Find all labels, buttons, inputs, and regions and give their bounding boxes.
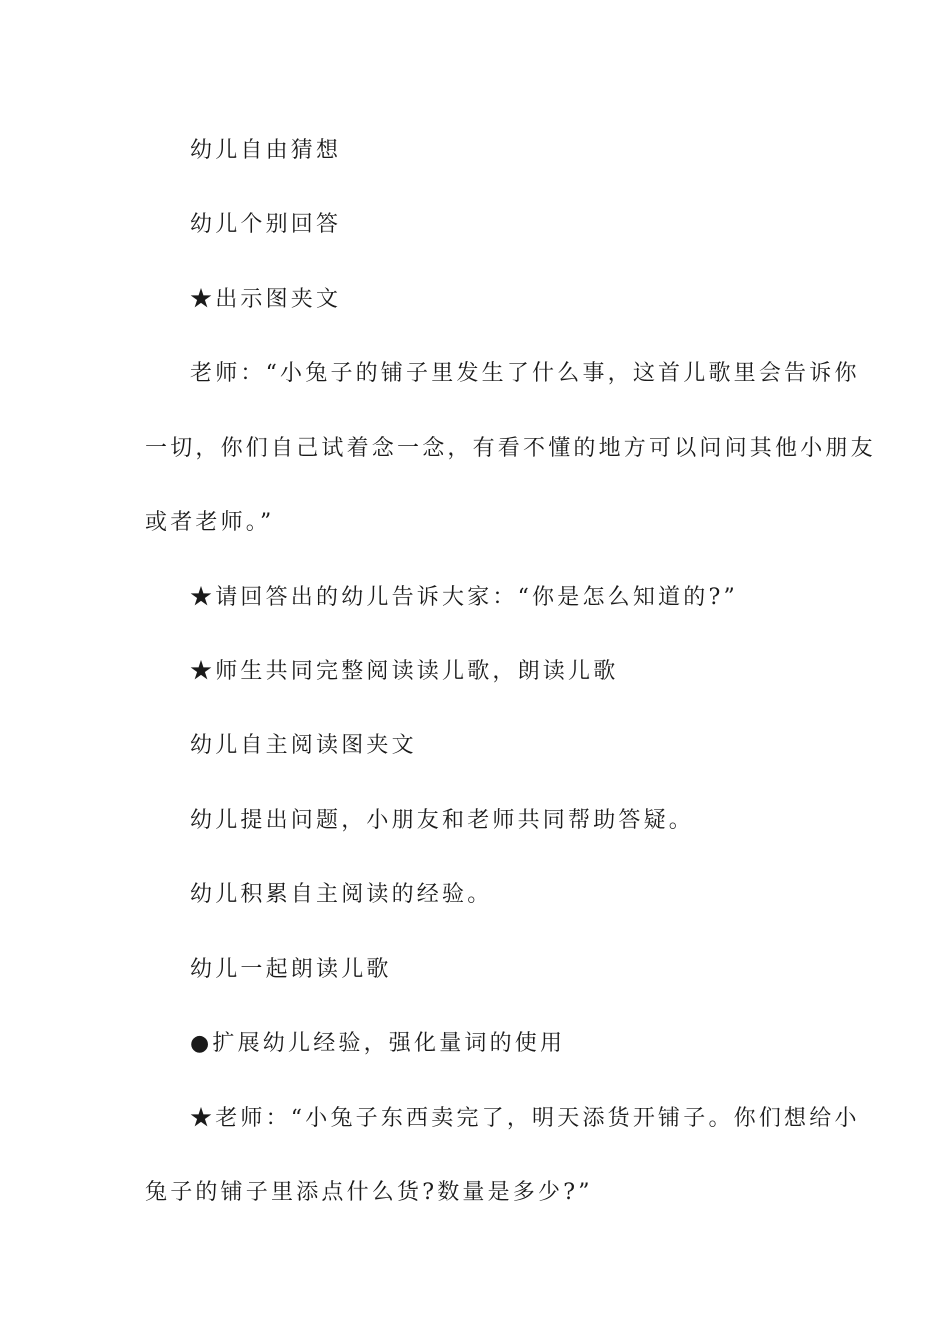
text-line-self-read: 幼儿自主阅读图夹文 — [190, 733, 417, 758]
text-line-ask-how: ★请回答出的幼儿告诉大家：“你是怎么知道的?” — [190, 585, 738, 610]
text-line-read-together: ★师生共同完整阅读读儿歌，朗读儿歌 — [190, 659, 619, 684]
text-line-teacher-restock-cont: 兔子的铺子里添点什么货?数量是多少?” — [145, 1180, 593, 1205]
text-line-teacher-restock: ★老师：“小兔子东西卖完了，明天添货开铺子。你们想给小 — [190, 1106, 860, 1131]
text-line-answer: 幼儿个别回答 — [190, 212, 342, 237]
text-line-read-aloud: 幼儿一起朗读儿歌 — [190, 957, 392, 982]
text-line-accumulate: 幼儿积累自主阅读的经验。 — [190, 882, 493, 907]
text-line-teacher-question-cont: 一切，你们自己试着念一念，有看不懂的地方可以问问其他小朋友 — [145, 436, 876, 461]
text-line-raise-questions: 幼儿提出问题，小朋友和老师共同帮助答疑。 — [190, 808, 695, 833]
text-line-extend: ●扩展幼儿经验，强化量词的使用 — [190, 1031, 566, 1056]
text-line-teacher-question: 老师：“小兔子的铺子里发生了什么事，这首儿歌里会告诉你 — [190, 361, 860, 386]
text-line-guess: 幼儿自由猜想 — [190, 138, 342, 163]
text-line-teacher-question-end: 或者老师。” — [145, 510, 275, 535]
text-line-show-pictures: ★出示图夹文 — [190, 287, 342, 312]
